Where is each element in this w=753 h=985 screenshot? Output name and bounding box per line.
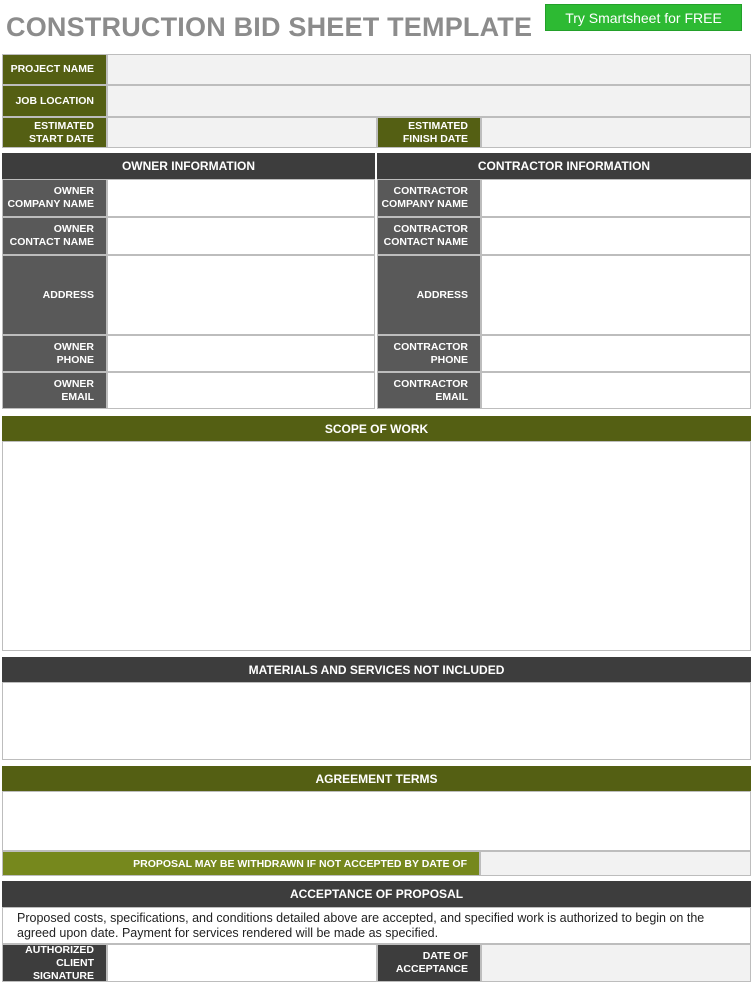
project-name-field[interactable] [107,54,751,85]
materials-section [2,657,751,760]
start-date-field[interactable] [107,117,377,148]
acceptance-section [2,881,751,982]
start-date-label: ESTIMATED START DATE [2,117,107,148]
agreement-header: AGREEMENT TERMS [2,766,751,791]
contractor-company-label: CONTRACTOR COMPANY NAME [377,179,481,217]
owner-info-section [2,153,375,409]
owner-email-field[interactable] [107,372,375,409]
contractor-address-field[interactable] [481,255,751,335]
contractor-info-header: CONTRACTOR INFORMATION [377,153,751,179]
acceptance-date-label: DATE OF ACCEPTANCE [377,944,481,982]
scope-field[interactable] [2,441,751,651]
owner-company-label: OWNER COMPANY NAME [2,179,107,217]
job-location-label: JOB LOCATION [2,85,107,117]
finish-date-label: ESTIMATED FINISH DATE [377,117,481,148]
owner-info-header: OWNER INFORMATION [2,153,375,179]
finish-date-field[interactable] [481,117,751,148]
materials-field[interactable] [2,682,751,760]
owner-address-field[interactable] [107,255,375,335]
contractor-phone-label: CONTRACTOR PHONE [377,335,481,372]
withdraw-date-field[interactable] [480,851,751,876]
acceptance-date-field[interactable] [481,944,751,982]
owner-address-label: ADDRESS [2,255,107,335]
owner-phone-field[interactable] [107,335,375,372]
project-name-label: PROJECT NAME [2,54,107,85]
contractor-info-section [377,153,751,409]
owner-company-field[interactable] [107,179,375,217]
page-title: CONSTRUCTION BID SHEET TEMPLATE [6,12,533,42]
project-info-section [2,54,751,148]
owner-email-label: OWNER EMAIL [2,372,107,409]
contractor-contact-field[interactable] [481,217,751,255]
contractor-email-label: CONTRACTOR EMAIL [377,372,481,409]
owner-contact-label: OWNER CONTACT NAME [2,217,107,255]
scope-header: SCOPE OF WORK [2,416,751,441]
agreement-field[interactable] [2,791,751,851]
signature-field[interactable] [107,944,377,982]
owner-phone-label: OWNER PHONE [2,335,107,372]
contractor-email-field[interactable] [481,372,751,409]
try-smartsheet-button[interactable]: Try Smartsheet for FREE [545,4,742,31]
acceptance-header: ACCEPTANCE OF PROPOSAL [2,881,751,907]
signature-label: AUTHORIZED CLIENT SIGNATURE [2,944,107,982]
scope-section [2,416,751,651]
contractor-contact-label: CONTRACTOR CONTACT NAME [377,217,481,255]
job-location-field[interactable] [107,85,751,117]
acceptance-text: Proposed costs, specifications, and conditions detailed above are accepted, and specified work is authorized to begin on the agreed upon date. Payment for services rendered will be made as specified. [2,907,751,944]
agreement-section [2,766,751,876]
owner-contact-field[interactable] [107,217,375,255]
materials-header: MATERIALS AND SERVICES NOT INCLUDED [2,657,751,682]
withdraw-label: PROPOSAL MAY BE WITHDRAWN IF NOT ACCEPTED BY DATE OF [2,851,480,876]
contractor-company-field[interactable] [481,179,751,217]
contractor-address-label: ADDRESS [377,255,481,335]
contractor-phone-field[interactable] [481,335,751,372]
